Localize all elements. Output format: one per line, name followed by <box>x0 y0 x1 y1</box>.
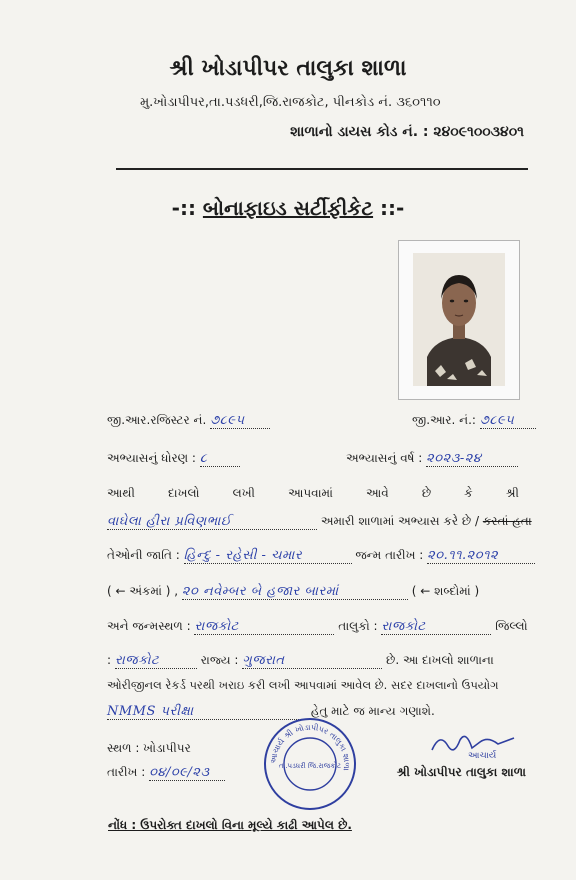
header-divider <box>116 168 528 170</box>
stamp-text: આચાર્ય શ્રી ખોડાપીપર તાલુકા શાળા <box>268 722 352 771</box>
state-value: ગુજરાત <box>242 653 382 669</box>
student-photo <box>413 253 505 386</box>
taluka-value: રાજકોટ <box>381 619 491 635</box>
district-state-row: : રાજકોટ રાજ્ય : ગુજરાત છે. આ દાખલો શાળાના <box>107 653 494 668</box>
dob-value: ૨૦.૧૧.૨૦૧૨ <box>427 548 535 564</box>
gr-no-value: ૭૮૯૫ <box>480 413 536 429</box>
date-value: ૦૪/૦૯/૨૩ <box>149 765 225 781</box>
school-address: મુ.ખોડાપીપર,તા.પડધરી,જિ.રાજકોટ, પીનકોડ નં. ૩૬૦૧૧૦ <box>140 95 441 110</box>
student-name: વાઘેલા હીરા પ્રવિણભાઈ <box>107 514 317 530</box>
purpose-row: NMMS પરીક્ષા હેતુ માટે જ માન્ય ગણાશે. <box>107 704 435 719</box>
year-row: અભ્યાસનું વર્ષ : ૨૦૨૩-૨૪ <box>346 451 518 467</box>
student-photo-frame <box>398 240 520 400</box>
dise-code: શાળાનો ડાયસ કોડ નં. : ૨૪૦૯૧૦૦૩૪૦૧ <box>290 124 524 140</box>
birthplace-row: અને જન્મસ્થળ : રાજકોટ તાલુકો : રાજકોટ જિલ્લો <box>107 619 528 634</box>
school-stamp <box>262 716 358 812</box>
signatory-title: શ્રી ખોડાપીપર તાલુકા શાળા <box>396 765 526 779</box>
gr-register-value: ૭૮૯૫ <box>210 413 270 429</box>
signature-mark: આચાર્ય <box>468 751 497 760</box>
standard-row: અભ્યાસનું ધોરણ : ૮ <box>107 451 240 467</box>
certificate-title-text: બોનાફાઇડ સર્ટીફીકેટ <box>202 196 374 220</box>
year-value: ૨૦૨૩-૨૪ <box>426 451 518 467</box>
dob-words: ૨૦ નવેમ્બર બે હજાર બારમાં <box>182 584 408 600</box>
dob-words-row: ( ← અંકમાં ) , ૨૦ નવેમ્બર બે હજાર બારમાં ( ← શબ્દોમાં ) <box>107 584 480 599</box>
student-name-row: વાઘેલા હીરા પ્રવિણભાઈ અમારી શાળામાં અભ્યાસ કરે છે / કરતાં હતા <box>107 514 532 529</box>
certificate-title: -:: બોનાફાઇડ સર્ટીફીકેટ ::- <box>171 196 405 220</box>
caste-value: હિન્દુ - રહેસી - ચમાર <box>184 548 352 564</box>
school-name: શ્રી ખોડાપીપર તાલુકા શાળા <box>169 56 407 81</box>
date-row: તારીખ : ૦૪/૦૯/૨૩ <box>107 765 225 781</box>
gr-register-row: જી.આર.રજિસ્ટર નં. ૭૮૯૫ <box>107 413 270 429</box>
place-label: સ્થળ : ખોડાપીપર <box>107 741 191 755</box>
studied-option: કરતાં હતા <box>482 514 532 528</box>
birthplace-value: રાજકોટ <box>194 619 334 635</box>
certify-line: આથી દાખલો લખી આપવામાં આવે છે કે શ્રી <box>107 486 519 500</box>
district-value: રાજકોટ <box>115 653 197 669</box>
note: નોંધ : ઉપરોક્ત દાખલો વિના મૂલ્યે કાઢી આપેલ છે. <box>108 818 352 832</box>
gr-no-row: જી.આર. નં.: ૭૮૯૫ <box>412 413 536 429</box>
stamp-bottom: તા.પડધરી જિ.રાજકોટ <box>278 762 342 770</box>
record-line: ઓરીજીનલ રેકર્ડ પરથી ખરાઇ કરી લખી આપવામાં આવેલ છે. સદર દાખલાનો ઉપયોગ <box>107 678 499 692</box>
principal-signature <box>428 728 518 760</box>
caste-dob-row: તેઓની જાતિ : હિન્દુ - રહેસી - ચમાર જન્મ તારીખ : ૨૦.૧૧.૨૦૧૨ <box>107 548 535 564</box>
purpose-value: NMMS પરીક્ષા <box>107 704 307 720</box>
standard-value: ૮ <box>200 451 240 467</box>
